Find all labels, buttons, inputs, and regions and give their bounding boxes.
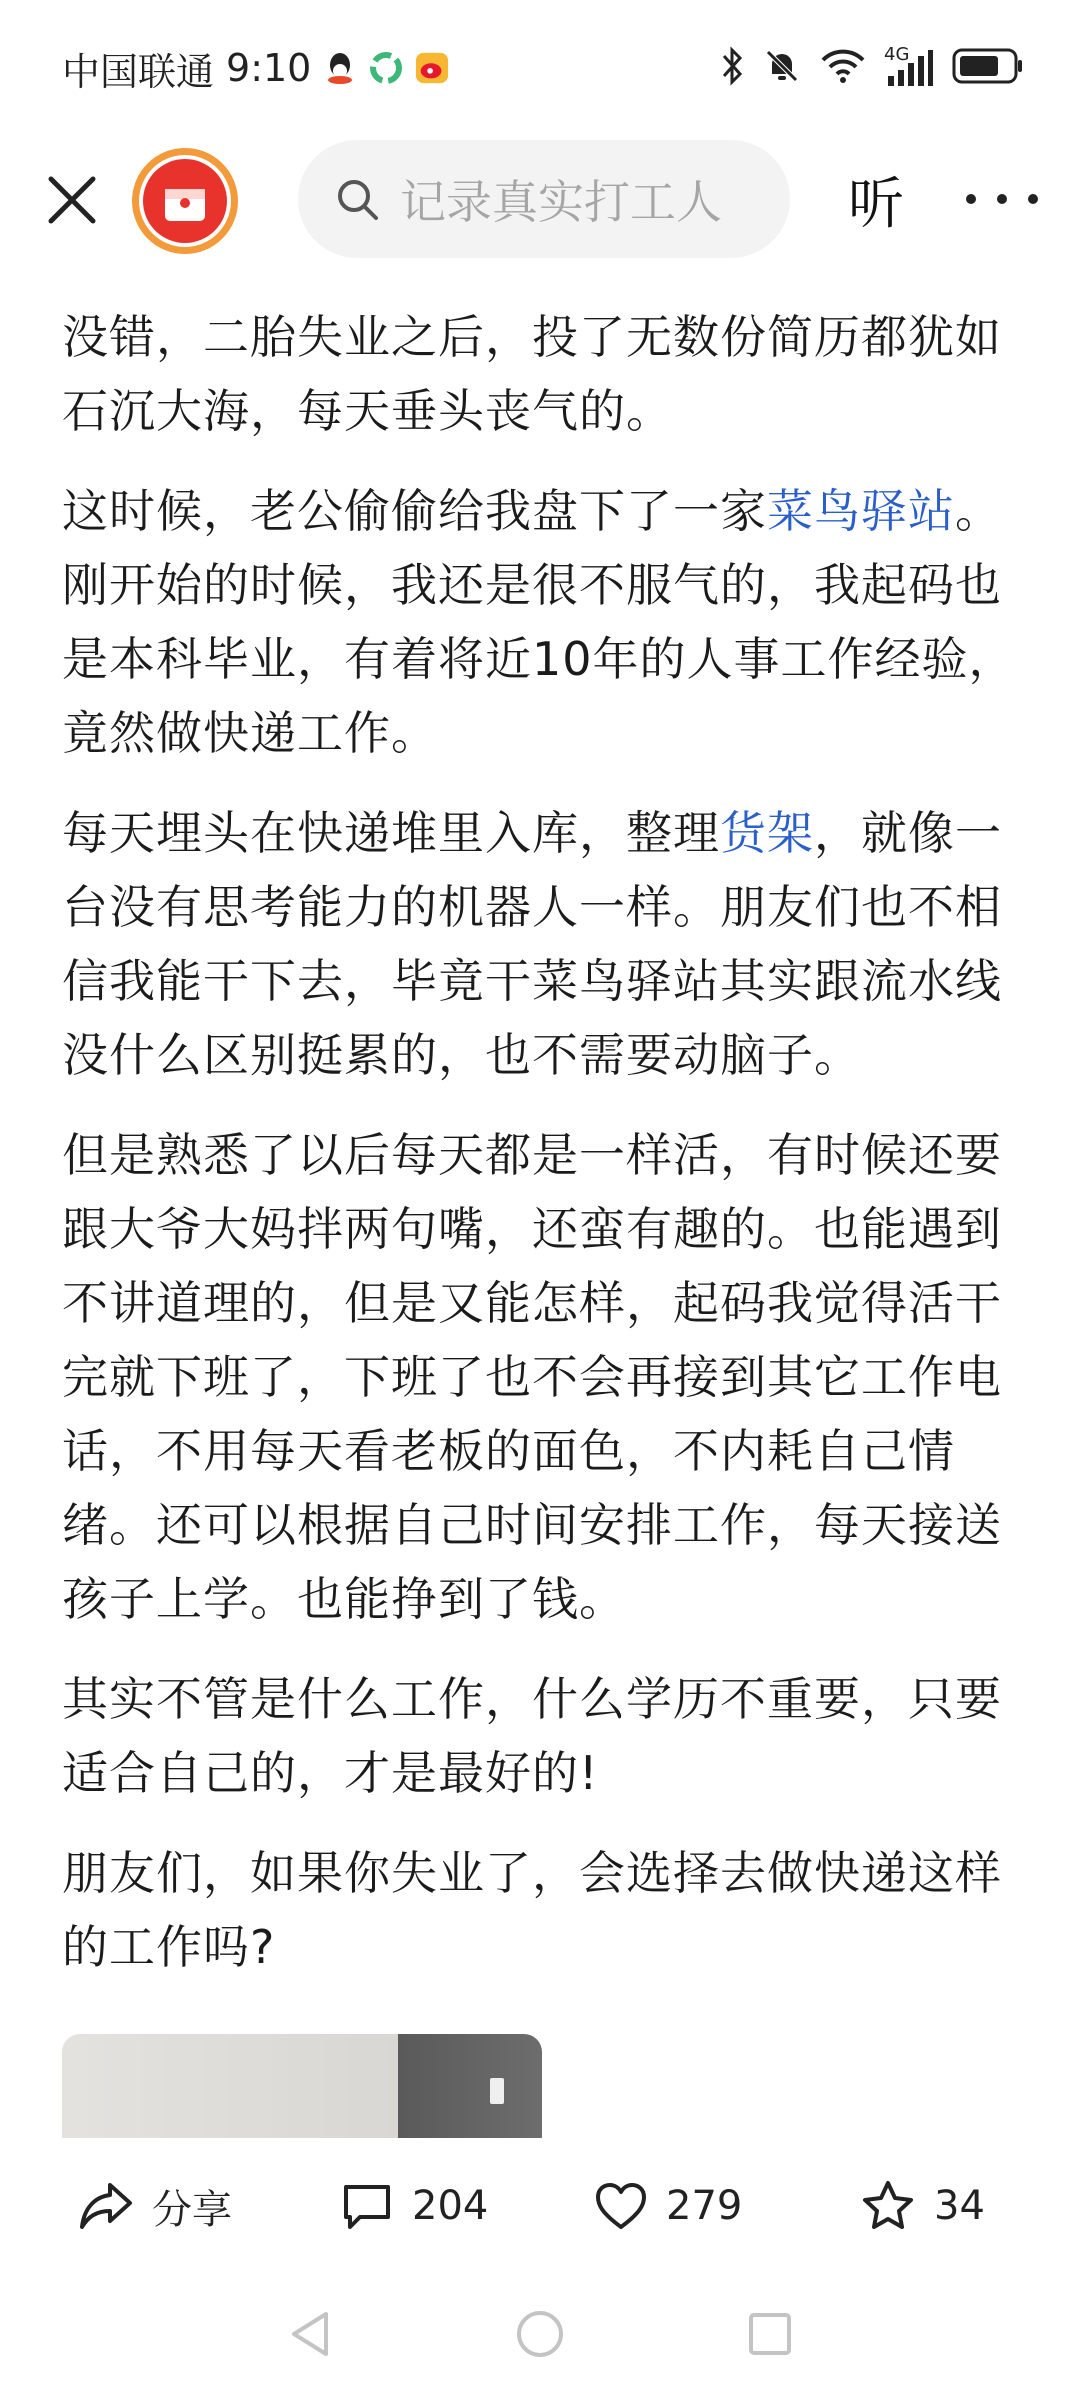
keyword-link[interactable]: 货架 <box>720 806 814 860</box>
weibo-notification-icon <box>415 51 449 85</box>
paragraph-text: ，就像一台没有思考能力的机器人一样。朋友们也不相信我能干下去，毕竟干菜鸟驿站其实跟流水线没什么区别挺累的，也不需要动脑子。 <box>62 806 1002 1082</box>
article-paragraph <box>62 300 1022 448</box>
paragraph-text: 朋友们，如果你失业了，会选择去做快递这样的工作吗? <box>62 1846 1002 1974</box>
avatar-bag-icon <box>143 159 227 243</box>
battery-icon <box>952 46 1024 90</box>
comment-button[interactable] <box>340 2178 488 2234</box>
favorite-button[interactable] <box>860 2178 985 2234</box>
network-type-label: 4G <box>884 44 910 65</box>
search-icon <box>334 174 384 224</box>
paragraph-text: 每天埋头在快递堆里入库，整理 <box>62 806 720 860</box>
paragraph-text: 其实不管是什么工作，什么学历不重要，只要适合自己的，才是最好的! <box>62 1672 1002 1800</box>
like-count: 279 <box>666 2183 743 2229</box>
wall-switch-detail <box>490 2078 504 2104</box>
favorite-count: 34 <box>934 2183 985 2229</box>
share-icon <box>78 2181 134 2231</box>
nav-home-icon[interactable] <box>510 2304 570 2364</box>
paragraph-text: 这时候，老公偷偷给我盘下了一家 <box>62 484 767 538</box>
clock: 9:10 <box>226 46 312 90</box>
article-paragraph <box>62 796 1022 1092</box>
paragraph-text: 但是熟悉了以后每天都是一样活，有时候还要跟大爷大妈拌两句嘴，还蛮有趣的。也能遇到不讲道理的，但是又能怎样，起码我觉得活干完就下班了，下班了也不会再接到其它工作电话，不用每天看老板的面色，不内耗自己情绪。还可以根据自己时间安排工作，每天接送孩子上学。也能挣到了钱。 <box>62 1128 1002 1626</box>
article-paragraph <box>62 1662 1022 1810</box>
search-box[interactable] <box>298 140 790 258</box>
listen-button[interactable]: 听 <box>848 172 904 237</box>
article-paragraph <box>62 474 1022 770</box>
close-button[interactable] <box>40 168 104 232</box>
mute-bell-icon <box>762 46 802 90</box>
author-avatar[interactable] <box>132 148 238 254</box>
status-bar <box>0 0 1080 130</box>
heart-icon <box>594 2181 648 2231</box>
system-nav-bar <box>0 2290 1080 2388</box>
article-paragraph <box>62 1118 1022 1636</box>
comment-icon <box>340 2181 394 2231</box>
close-icon <box>45 173 99 227</box>
share-button[interactable] <box>78 2178 232 2234</box>
carrier-label: 中国联通 <box>62 49 215 94</box>
search-placeholder: 记录真实打工人 <box>400 175 722 229</box>
signal-icon <box>884 44 934 88</box>
keyword-link[interactable]: 菜鸟驿站 <box>767 484 955 538</box>
paragraph-text: 没错，二胎失业之后，投了无数份简历都犹如石沉大海，每天垂头丧气的。 <box>62 310 1002 438</box>
star-icon <box>860 2179 916 2233</box>
more-options-icon[interactable] <box>966 184 1038 214</box>
like-button[interactable] <box>594 2178 742 2234</box>
qq-notification-icon <box>323 51 357 85</box>
bluetooth-icon <box>720 46 744 90</box>
wifi-icon <box>820 48 866 88</box>
status-bar-right <box>720 40 1024 96</box>
nav-recents-icon[interactable] <box>740 2304 800 2364</box>
article-image[interactable] <box>62 2034 542 2138</box>
status-bar-left <box>62 40 449 96</box>
wechat-moments-notification-icon <box>369 51 403 85</box>
share-label: 分享 <box>152 2186 232 2233</box>
article-body <box>62 300 1022 2010</box>
paragraph-text: 。刚开始的时候，我还是很不服气的，我起码也是本科毕业，有着将近10年的人事工作经验，竟然做快递工作。 <box>62 484 1016 760</box>
article-paragraph <box>62 1836 1022 1984</box>
action-bar <box>0 2156 1080 2256</box>
nav-back-icon[interactable] <box>280 2304 340 2364</box>
top-bar <box>0 130 1080 270</box>
comment-count: 204 <box>412 2183 489 2229</box>
